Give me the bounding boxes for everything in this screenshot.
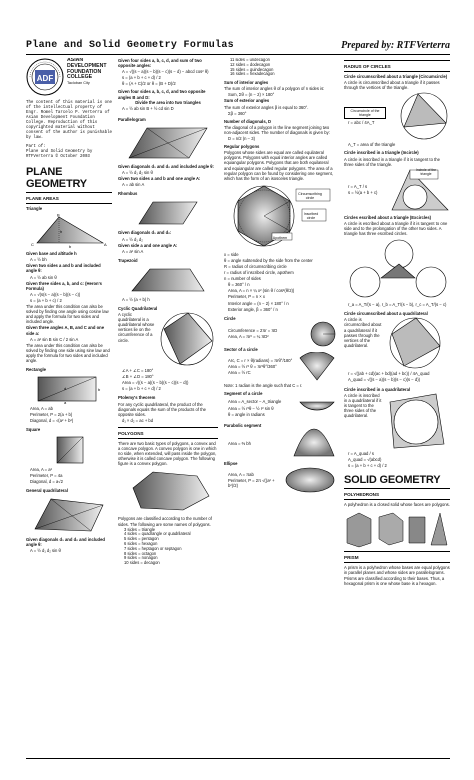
document-title: Plane and Solid Geometry Formulas: [26, 40, 234, 51]
copyright-notice: The content of this material is one of the intellectual property of Engr. Romel Tarcelo P. Verterra of Asian Development Foundation College. Reproduction of this copyrighted material without consent of the author is punishable by law.: [26, 101, 112, 140]
plane-geometry-heading: PLANE GEOMETRY: [26, 166, 87, 190]
column-1: ADF ASIAN DEVELOPMENT FOUNDATION COLLEGE Tacloban City The content of this material is one of the intellectual property of Engr. Romel Tarcelo P. Verterra of Asian Development Foundation College. Reproduction of this copyrighted material without consent of the author is punishable by law. Part of: Plane and Solid Geometry by RTFVerterra © October 2003 PLANE GEOMETRY PLANE AREAS Triangle C B A h b Given base and altitude h A = ½ bh Given two sides a and b and included angle θ: A = ½ ab sin θ Given three sides a, b, and c: (Heron's Formula) A = √(s(s − a)(s − b)(s − c)) s = (a + b + c) / 2 The area under this condition can also be solved by finding one angle using cosine law and apply the formula for two sides and included angle. Given three angles A, B, and C and one side a: A = a² sin B sin C / 2 sin A The area under this condition can also be solved by finding one side using sine law and apply the formula for two sides and included angle. Rectangle b a d Area, A = ab Perimeter, P = 2(a + b) Diagonal, d = √(a² + b²) Square Area, A = a² Perimeter, P = 4a Diagonal, d = a√2 General quadrilateral Given diagonals d₁ and d₂ and included angle θ: A = ½ d₁ d₂ sin θ: [26, 58, 112, 554]
triangle-figure: [29, 213, 109, 249]
svg-text:b: b: [98, 387, 101, 393]
convex-polygon-figure: [123, 468, 213, 514]
circumcircle-figure: [398, 91, 450, 141]
square-figure: [49, 435, 89, 465]
svg-text:h: h: [60, 229, 63, 235]
trapezoid-figure: [128, 265, 208, 295]
column-4: RADIUS OF CIRCLES Circle circumscribed about a triangle (Circumcircle) A circle is circumscribed about a triangle if it passes through the vertices of the triangle. Circumcircle of the triangle r = abc / 4A_T A_T = area of the triangle Circle inscribed in a triangle (Incircle) A circle is inscribed in a triangle if it is tangent to the three sides of the triangle. r = A_T / s s = ½(a + b + c) Incircle of the triangle Circles escribed about a triangle (Excircles) A circle is escribed about a triangle if it is tangent to one side and to the prolongation of the other two sides. A triangle has three escribed circles. r_a = A_T/(s − a), r_b = A_T/(s − b), r_c = A_T/(s − c) Circle circumscribed about a quadrilateral A circle is circumscribed about a quadrilateral if it passes through the vertices of the quadrilateral. r = √((ab + cd)(ac + bd)(ad + bc)) / 4A_quad A_quad = √((s − a)(s − b)(s − c)(s − d)) Circle inscribed in a quadrilateral A circle is inscribed in a quadrilateral if it is tangent to the three sides of the quadrilateral. r = A_quad / s A_quad = √(abcd) s = (a + b + c + d) / 2 SOLID GEOMETRY POLYHEDRONS A polyhedron is a closed solid whose faces are polygons. PRISM A prism is a polyhedron whose bases are equal polygons in parallel planes and whose sides are parallelograms. Prisms are classified according to their bases. Thus, a hexagonal prism is one whose base is a hexagon.: [344, 58, 450, 758]
column-2: Given four sides a, b, c, d, and sum of two opposite angles: A = √((s − a)(s − b)(s − c)(s − d) − abcd cos² θ) s = (a + b + c + d) / 2 θ = (A + C)/2 or θ = (B + D)/2 Given four sides a, b, c, d, and two opposite angles B and D: Divide the area into two triangles A = ½ ab sin B + ½ cd sin D Parallelogram Given diagonals d₁ and d₂ and included angle θ: A = ½ d₁ d₂ sin θ Given two sides a and b and one angle A: A = ab sin A Rhombus Given diagonals d₁ and d₂: A = ½ d₁ d₂ Given side a and one angle A: A = a² sin A Trapezoid A = ½ (a + b) h Cyclic Quadrilateral A cyclic quadrilateral is a quadrilateral whose vertices lie on the circumference of a circle. ∠A + ∠C = 180° ∠B + ∠D = 180° Area = √((s − a)(s − b)(s − c)(s − d)) s = (a + b + c + d) / 2 Ptolemy's theorem For any cyclic quadrilateral, the product of the diagonals equals the sum of the products of the opposite sides. d₁ × d₂ = ac + bd POLYGONS There are two basic types of polygons, a convex and a concave polygon. A convex polygon is one in which no side, when extended, will pass inside the polygon, otherwise it is called concave polygon. The following figure is a convex polygon. Polygons are classified according to the number of sides. The following are some names of polygons. 3 sides = triangle 4 sides = quadrangle or quadrilateral 5 sides = pentagon 6 sides = hexagon 7 sides = heptagon or septagon 8 sides = octagon 9 sides = nonagon 10 sides = decagon: [118, 58, 217, 566]
segment-figure: [298, 396, 336, 420]
polygon-names-list-cont: 11 sides = undecagon 12 sides = dodecagon 15 sides = quindecagon 16 sides = hexadecagon: [230, 58, 275, 77]
general-quadrilateral-figure: [29, 495, 109, 535]
parabolic-segment-figure: [292, 428, 336, 458]
svg-text:a: a: [64, 400, 67, 405]
page-header: [26, 40, 450, 55]
svg-text:A: A: [104, 242, 107, 248]
inscribed-quadrilateral-figure: [386, 392, 446, 450]
svg-text:C: C: [31, 242, 34, 248]
prepared-by: Prepared by: RTFVerterra: [341, 40, 450, 51]
svg-text:b: b: [69, 244, 72, 250]
college-name: ASIAN DEVELOPMENT FOUNDATION COLLEGE Tacloban City: [67, 58, 107, 86]
sector-figure: [298, 352, 336, 382]
solid-geometry-heading: SOLID GEOMETRY: [344, 473, 441, 486]
incircle-figure: [390, 168, 450, 212]
svg-text:ADF: ADF: [36, 74, 54, 83]
polyhedrons-figure: [345, 509, 449, 549]
college-seal-icon: [26, 58, 64, 96]
college-logo-block: [26, 58, 112, 96]
circle-figure: [310, 321, 336, 347]
circumscribed-quadrilateral-figure: [386, 316, 444, 370]
parallelogram-figure: [123, 124, 213, 162]
ellipse-figure: [284, 466, 336, 494]
polygon-names-list: 3 sides = triangle 4 sides = quadrangle or quadrilateral 5 sides = pentagon 6 sides = hexagon 7 sides = heptagon or septagon 8 sides = octagon 9 sides = nonagon 10 sides = decagon: [124, 526, 191, 566]
column-3: 11 sides = undecagon 12 sides = dodecagon 15 sides = quindecagon 16 sides = hexadecagon Sum of interior angles The sum of interior angles θ of a polygon of n sides is: Sum, Σθ = (n − 2) × 180° Sum of exterior angles The sum of exterior angles β is equal to 360°. Σβ = 360° Number of diagonals, D The diagonal of a polygon is the line segment joining two non-adjacent sides. The number of diagonals is given by: D = n/2 (n − 3) Regular polygons Polygons whose sides are equal are called equilateral polygons. Polygons with equal interior angles are called equiangular polygons. Polygons that are both equilateral and equiangular are called regular polygons. The area of a regular polygon can be found by considering one segment, which has the form of an isosceles triangle. Circumscribing circle Inscribed circle Apothem x = side θ = angle subtended by the side from the center R = radius of circumscribing circle r = radius of inscribed circle, apothem n = number of sides θ = 360° / n Area, A = n × ¼ x² (sin θ / cos²(θ/2)) Perimeter, P = n × x Interior angle = (n − 2) × 180° / n Exterior angle, β = 360° / n Circle Circumference = 2πr = πD Area, A = πr² = ¼ πD² Sector of a circle Arc, C = r × θ(radians) = πrθ°/180° Area = ½ r² θ = πr²θ°/360° Area = ½ rC Note: 1 radian is the angle such that C = r. Segment of a circle Area = A_sector − A_triangle Area = ½ r²θ − ½ r² sin θ θ = angle in radians Parabolic segment Area = ⅔ bh Ellipse Area, A = πab Perimeter, P = 2π √((a² + b²)/2): [224, 58, 336, 758]
cyclic-quadrilateral-figure: [158, 311, 216, 367]
page-footer-rule: [26, 758, 450, 759]
rhombus-figure: [133, 198, 203, 228]
svg-text:B: B: [57, 213, 60, 218]
rectangle-figure: [34, 374, 104, 404]
excircles-figure: [347, 238, 447, 300]
regular-polygon-figure: [228, 183, 332, 249]
svg-text:d: d: [64, 386, 67, 392]
